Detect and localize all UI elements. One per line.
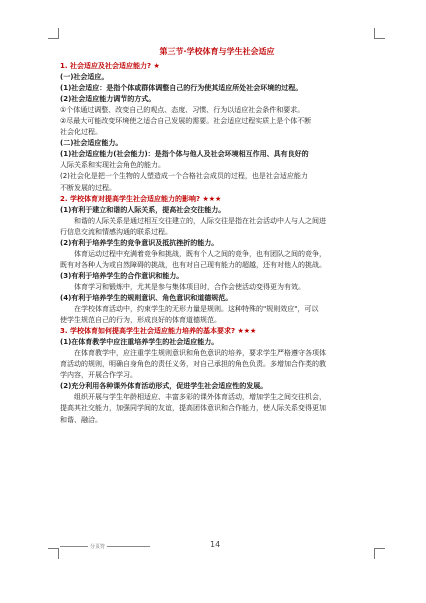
section-title: 第三节·学校体育与学生社会适应 bbox=[159, 47, 275, 56]
page-break-mark: 分页符 bbox=[90, 544, 106, 550]
crop-mark-bottom-right bbox=[374, 548, 385, 559]
crop-mark-top-right bbox=[374, 28, 385, 39]
page-number: 14 bbox=[210, 540, 221, 549]
text-line: 使学生规范自己的行为，形成良好的体育道德规范。 bbox=[60, 316, 221, 325]
text-line: 不断发展的过程。 bbox=[60, 183, 116, 192]
text-line: 提高其社交能力，加强同学间的友谊，提高团体意识和合作能力，使人际关系变得更加 bbox=[60, 404, 326, 413]
text-line: (3)有利于培养学生的合作意识和能力。 bbox=[60, 271, 184, 280]
text-line: 学内容，开展合作学习。 bbox=[60, 371, 137, 380]
text-line: 育活动的规则，明确自身角色的责任义务，对自己承担的角色负责。多增加合作类的教 bbox=[60, 360, 326, 369]
text-line: 1. 社会适应及社会适应能力? ★ bbox=[60, 62, 160, 70]
text-line: 和谐、融洽。 bbox=[60, 415, 102, 424]
text-line: (1)社会适应：是指个体或群体调整自己的行为使其适应所处社会环境的过程。 bbox=[60, 84, 303, 93]
text-line: 社会化过程。 bbox=[60, 128, 102, 137]
text-line: (2)有利于培养学生的竞争意识及抵抗挫折的能力。 bbox=[60, 238, 219, 247]
text-line: 人际关系和实现社会角色的能力。 bbox=[60, 161, 165, 170]
crop-mark-bottom-left bbox=[48, 548, 59, 559]
document-body bbox=[60, 45, 374, 426]
text-line: (一)社会适应。 bbox=[60, 73, 109, 82]
text-line: 3. 学校体育如何提高学生社会适应能力培养的基本要求? ★★★ bbox=[60, 327, 257, 336]
text-line: (2)社会适应能力调节的方式。 bbox=[60, 95, 156, 104]
text-line: (2)充分利用各种课外体育活动形式，促进学生社会适应性的发展。 bbox=[60, 382, 268, 391]
text-line: 和谐的人际关系是通过相互交往建立的，人际交往是指在社会活动中人与人之间进 bbox=[74, 216, 326, 225]
crop-mark-top-left bbox=[48, 28, 59, 39]
text-line: (2)社会化是把一个生物的人塑造成一个合格社会成员的过程，也是社会适应能力 bbox=[60, 172, 308, 181]
text-line: 在体育教学中，应注重学生规则意识和角色意识的培养，要求学生严格遵守各项体 bbox=[74, 349, 326, 358]
text-line: (1)有利于建立和谐的人际关系，提高社会交往能力。 bbox=[60, 205, 226, 214]
text-line: 行信息交流和情感沟通的联系过程。 bbox=[60, 227, 172, 236]
text-line: (1)社会适应能力(社会能力)：是指个体与他人及社会环境相互作用、具有良好的 bbox=[60, 150, 309, 159]
text-line: 体育运动过程中充满着竞争和挑战，既有个人之间的竞争，也有团队之间的竞争， bbox=[74, 249, 326, 258]
text-line: ②尽最大可能改变环境使之适合自己发展的需要。社会适应过程实质上是个体不断 bbox=[60, 117, 312, 126]
text-line: 2. 学校体育对提高学生社会适应能力的影响? ★★★ bbox=[60, 194, 222, 203]
text-line: (1)在体育教学中应注重培养学生的社会适应能力。 bbox=[60, 338, 219, 347]
text-line: (二)社会适应能力。 bbox=[60, 139, 123, 148]
text-line: 体育学习和锻炼中，尤其是参与集体项目时，合作会使活动变得更为有效。 bbox=[74, 282, 305, 291]
text-line: 既有对各种人为或自然障碍的挑战，也有对自己现有能力的超越，还有对他人的挑战。 bbox=[60, 260, 326, 269]
text-line: (4)有利于培养学生的规则意识、角色意识和道德规范。 bbox=[60, 293, 233, 302]
text-line: ①个体通过调整、改变自己的观点、态度、习惯、行为以适应社会条件和要求。 bbox=[60, 106, 305, 115]
text-line: 在学校体育活动中，约束学生的无形力量是规则。这种特殊的"规则效应"，可以 bbox=[74, 305, 319, 314]
paragraph-list bbox=[60, 61, 374, 426]
text-line: 组织开展与学生年龄相适应、丰富多彩的课外体育活动，增加学生之间交往机会， bbox=[74, 393, 326, 402]
